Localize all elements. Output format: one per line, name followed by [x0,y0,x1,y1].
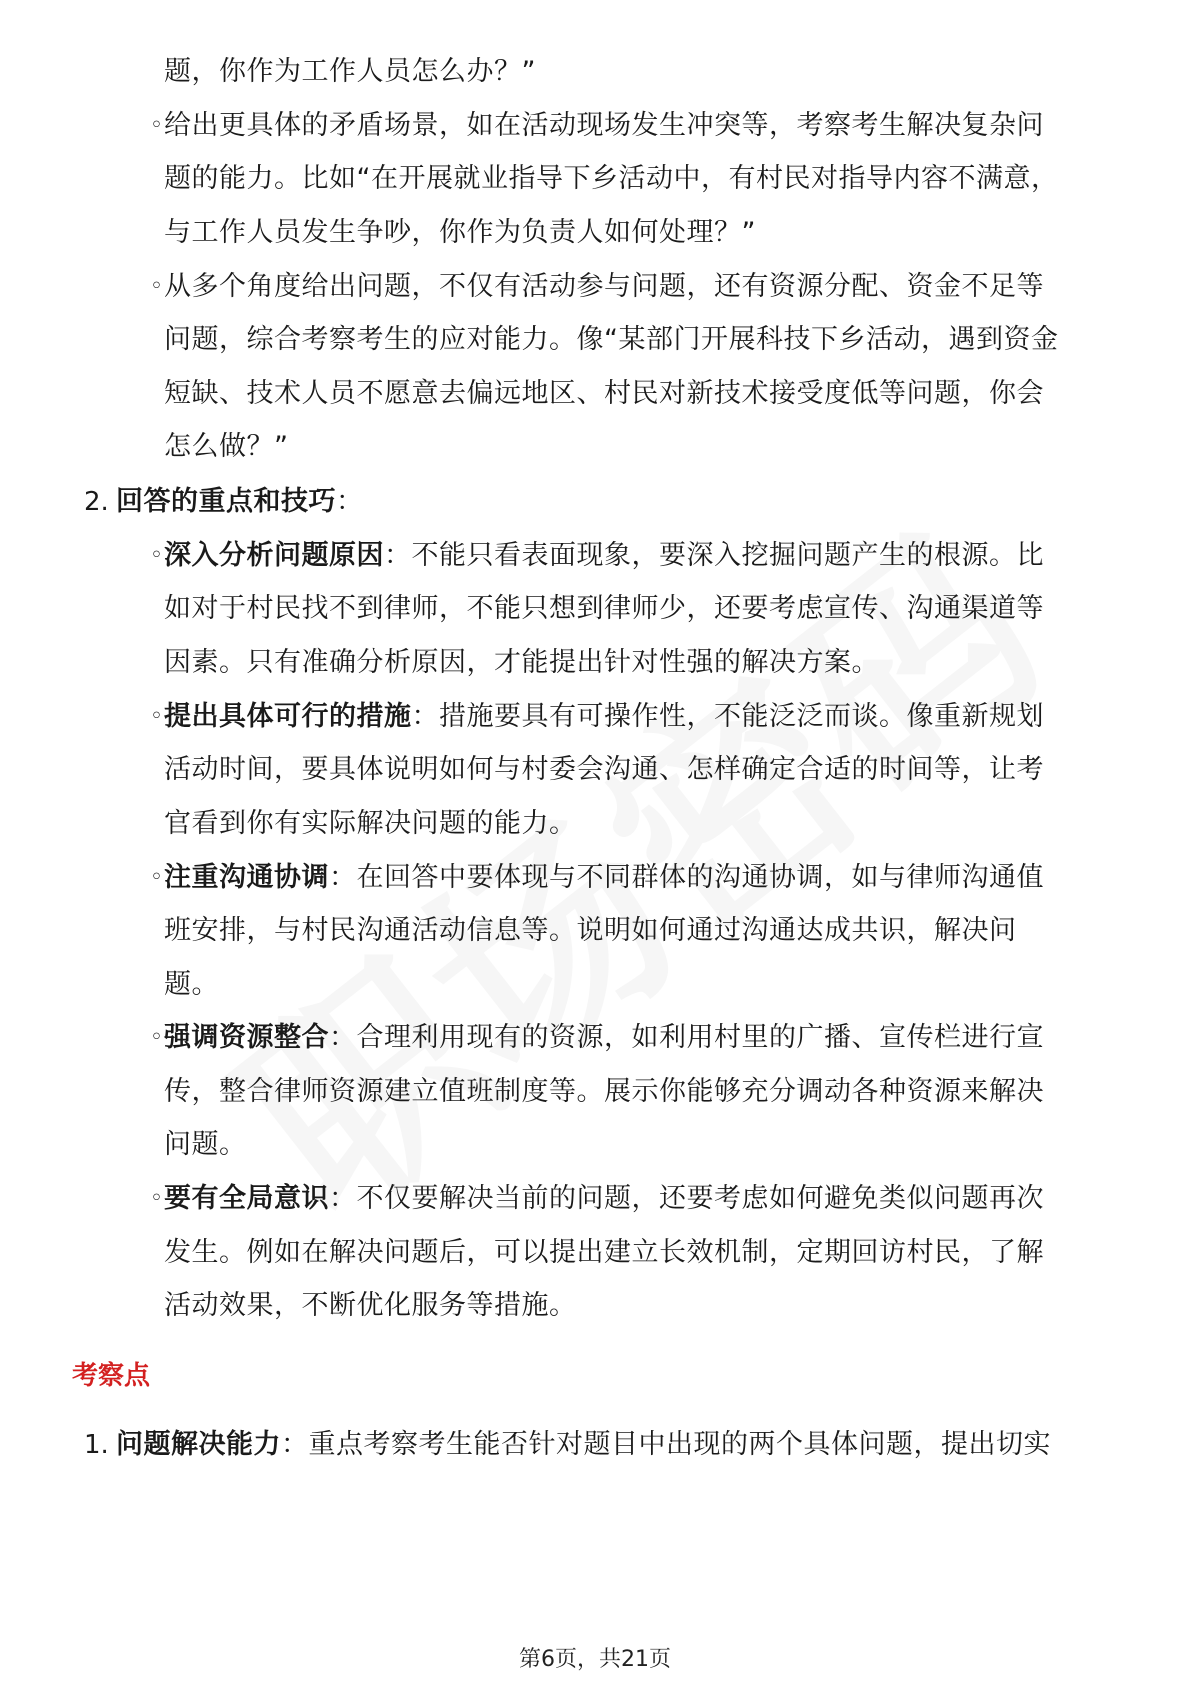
bullet-icon: ◦ [150,1025,163,1050]
text-line: 官看到你有实际解决问题的能力。 [164,808,577,839]
text-line: 活动时间，要具体说明如何与村委会沟通、怎样确定合适的时间等，让考 [164,754,1044,785]
text-line: 班安排，与村民沟通活动信息等。说明如何通过沟通达成共识，解决问 [164,915,1017,946]
text-line: 发生。例如在解决问题后，可以提出建立长效机制，定期回访村民，了解 [164,1237,1044,1268]
text-line: 短缺、技术人员不愿意去偏远地区、村民对新技术接受度低等问题，你会 [164,378,1044,409]
list-item: 强调资源整合：合理利用现有的资源，如利用村里的广播、宣传栏进行宣 [164,1022,1044,1053]
list-item: 问题解决能力：重点考察考生能否针对题目中出现的两个具体问题，提出切实 [116,1429,1051,1460]
list-item: 注重沟通协调：在回答中要体现与不同群体的沟通协调，如与律师沟通值 [164,862,1044,893]
text-line: 问题。 [164,1129,247,1160]
text-line: 因素。只有准确分析原因，才能提出针对性强的解决方案。 [164,647,879,678]
text-line: 传，整合律师资源建立值班制度等。展示你能够充分调动各种资源来解决 [164,1076,1044,1107]
text-line: 题的能力。比如“在开展就业指导下乡活动中，有村民对指导内容不满意， [164,163,1059,194]
bullet-icon: ◦ [150,274,163,299]
bullet-icon: ◦ [150,704,163,729]
list-item: 深入分析问题原因：不能只看表面现象，要深入挖掘问题产生的根源。比 [164,540,1044,571]
page-footer: 第6页，共21页 [519,1647,671,1672]
section-title: 回答的重点和技巧： [116,486,364,517]
text-line: 怎么做？” [164,431,289,462]
text-line: 活动效果，不断优化服务等措施。 [164,1290,577,1321]
bullet-icon: ◦ [150,113,163,138]
list-item: 提出具体可行的措施：措施要具有可操作性，不能泛泛而谈。像重新规划 [164,701,1044,732]
text-line: 问题，综合考察考生的应对能力。像“某部门开展科技下乡活动，遇到资金 [164,324,1059,355]
bullet-icon: ◦ [150,543,163,568]
text-line: 给出更具体的矛盾场景，如在活动现场发生冲突等，考察考生解决复杂问 [164,110,1044,141]
bullet-icon: ◦ [150,1186,163,1211]
bullet-icon: ◦ [150,865,163,890]
text-line: 与工作人员发生争吵，你作为负责人如何处理？” [164,217,756,248]
list-item: 要有全局意识：不仅要解决当前的问题，还要考虑如何避免类似问题再次 [164,1183,1044,1214]
text-line: 如对于村民找不到律师，不能只想到律师少，还要考虑宣传、沟通渠道等 [164,593,1044,624]
text-line: 从多个角度给出问题，不仅有活动参与问题，还有资源分配、资金不足等 [164,271,1044,302]
section-heading: 考察点 [72,1361,151,1391]
text-line: 题。 [164,969,219,1000]
list-number: 2. [84,487,109,517]
list-number: 1. [84,1430,109,1460]
text-line: 题，你作为工作人员怎么办？” [164,56,536,87]
